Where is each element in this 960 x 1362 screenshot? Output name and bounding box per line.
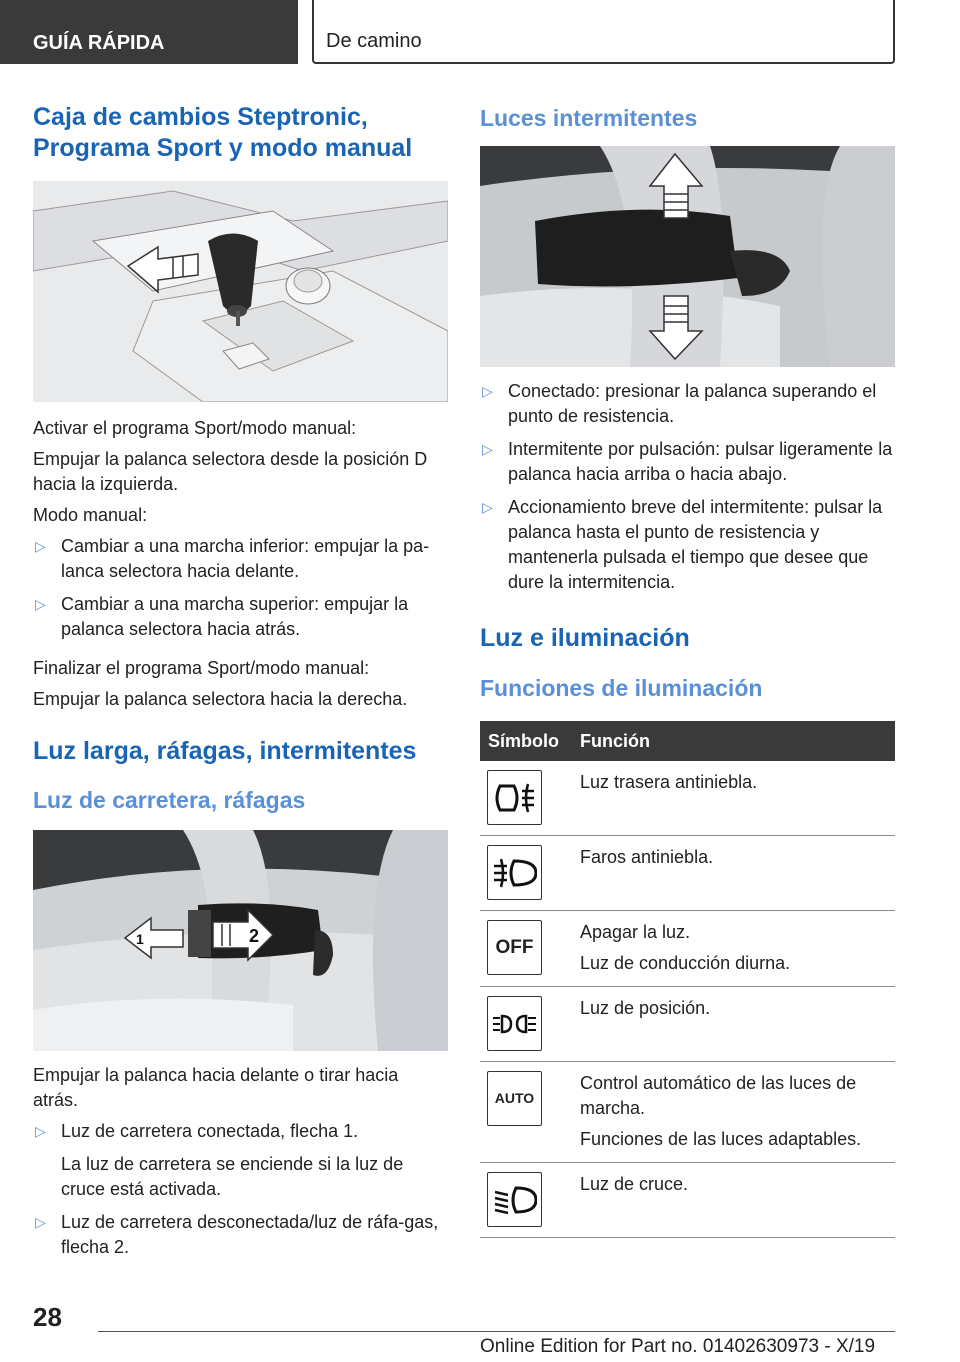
push-lever-left-text: Empujar la palanca selectora desde la posición D hacia la izquierda.: [33, 449, 428, 494]
lighting-table: [480, 721, 895, 1238]
list-item: ▷ Cambiar a una marcha inferior: empujar la pa‐lanca selectora hacia delante.: [35, 536, 430, 581]
table-row: [480, 836, 895, 911]
bullet-triangle-icon: ▷: [482, 441, 493, 457]
parking-light-icon: [487, 996, 542, 1051]
stalk-image: [33, 830, 448, 1051]
finish-sport-text: Finalizar el programa Sport/modo manual:: [33, 658, 370, 678]
high-beam-subtitle: Luz de carretera, ráfagas: [33, 787, 306, 813]
turn-signal-subtitle: Luces intermitentes: [480, 105, 698, 131]
bullet-triangle-icon: ▷: [35, 596, 46, 612]
activate-sport-text: Activar el programa Sport/modo manual:: [33, 418, 357, 438]
header-chapter-tab: [312, 0, 895, 64]
row-text: Luz de conducción diurna.: [580, 953, 791, 973]
lighting-functions-subtitle: Funciones de iluminación: [480, 675, 763, 701]
row-text: Funciones de las luces adaptables.: [580, 1129, 862, 1149]
gear-selector-image: [33, 181, 448, 402]
row-text: Apagar la luz.: [580, 922, 691, 942]
low-beam-icon: [487, 1172, 542, 1227]
lighting-title: Luz e iluminación: [480, 624, 690, 652]
list-item-continuation: La luz de carretera se enciende si la luz de cruce está activada.: [61, 1154, 404, 1199]
symbol-column-header: Símbolo: [480, 721, 580, 761]
list-item: ▷ Cambiar a una marcha superior: empujar la palanca selectora hacia atrás.: [35, 594, 409, 639]
list-item: ▷ Intermitente por pulsación: pulsar ligeramente la palanca hacia arriba o hacia abajo.: [482, 439, 893, 484]
function-column-header: Función: [580, 721, 895, 761]
table-row: [480, 911, 895, 987]
bullet-triangle-icon: ▷: [35, 1123, 46, 1139]
list-item: ▷ Accionamiento breve del intermitente: pulsar la palanca hasta el punto de resistencia y mantenerla pulsada el tiempo que desee que dure la intermitencia.: [482, 497, 883, 592]
row-text: Luz de posición.: [580, 998, 711, 1018]
bullet-triangle-icon: ▷: [35, 538, 46, 554]
bullet-triangle-icon: ▷: [35, 1214, 46, 1230]
auto-icon: AUTO: [487, 1071, 542, 1126]
bullet-triangle-icon: ▷: [482, 383, 493, 399]
left-column: [33, 102, 448, 1260]
table-row: [480, 987, 895, 1062]
header-section-tab: [0, 0, 298, 64]
row-text: Faros antiniebla.: [580, 847, 714, 867]
table-row: [480, 1062, 895, 1163]
row-text: Luz de cruce.: [580, 1174, 689, 1194]
off-icon: OFF: [487, 920, 542, 975]
right-column: [480, 102, 895, 1238]
bullet-triangle-icon: ▷: [482, 499, 493, 515]
table-row: [480, 1163, 895, 1238]
high-beam-title: Luz larga, ráfagas, intermitentes: [33, 737, 417, 765]
turn-signal-image: [480, 146, 895, 367]
table-header-row: [480, 721, 895, 761]
footer-divider: [98, 1331, 895, 1332]
rear-fog-light-icon: [487, 770, 542, 825]
stalk-illustration: [33, 830, 448, 1051]
arrow-2-label: 2: [249, 926, 260, 946]
table-row: [480, 761, 895, 836]
gear-selector-illustration: [33, 181, 448, 402]
turn-signal-list: [480, 379, 895, 595]
turn-signal-illustration: [480, 146, 895, 367]
row-text: Luz trasera antiniebla.: [580, 772, 758, 792]
high-beam-list: [33, 1119, 448, 1260]
steptronic-title: Caja de cambios Steptronic, Programa Sport y modo manual: [33, 103, 413, 162]
push-pull-text: Empujar la palanca hacia delante o tirar hacia atrás.: [33, 1065, 399, 1110]
manual-mode-label: Modo manual:: [33, 505, 148, 525]
list-item: ▷ Conectado: presionar la palanca superando el punto de resistencia.: [482, 381, 877, 426]
arrow-1-label: 1: [136, 931, 144, 947]
push-lever-right-text: Empujar la palanca selectora hacia la derecha.: [33, 689, 408, 709]
page-number: 28: [33, 1302, 62, 1332]
list-item: ▷ Luz de carretera desconectada/luz de ráfa‐gas, flecha 2.: [35, 1212, 439, 1257]
front-fog-light-icon: [487, 845, 542, 900]
footer-edition: Online Edition for Part no. 01402630973 - X/19: [480, 1336, 876, 1357]
chapter-tab-label: De camino: [326, 30, 422, 52]
list-item: ▷ Luz de carretera conectada, flecha 1. La luz de carretera se enciende si la luz de cruce está activada.: [33, 1119, 448, 1202]
row-text: Control automático de las luces de marcha.: [580, 1073, 857, 1118]
section-tab-label: GUÍA RÁPIDA: [33, 32, 165, 54]
manual-mode-list: [33, 534, 448, 642]
